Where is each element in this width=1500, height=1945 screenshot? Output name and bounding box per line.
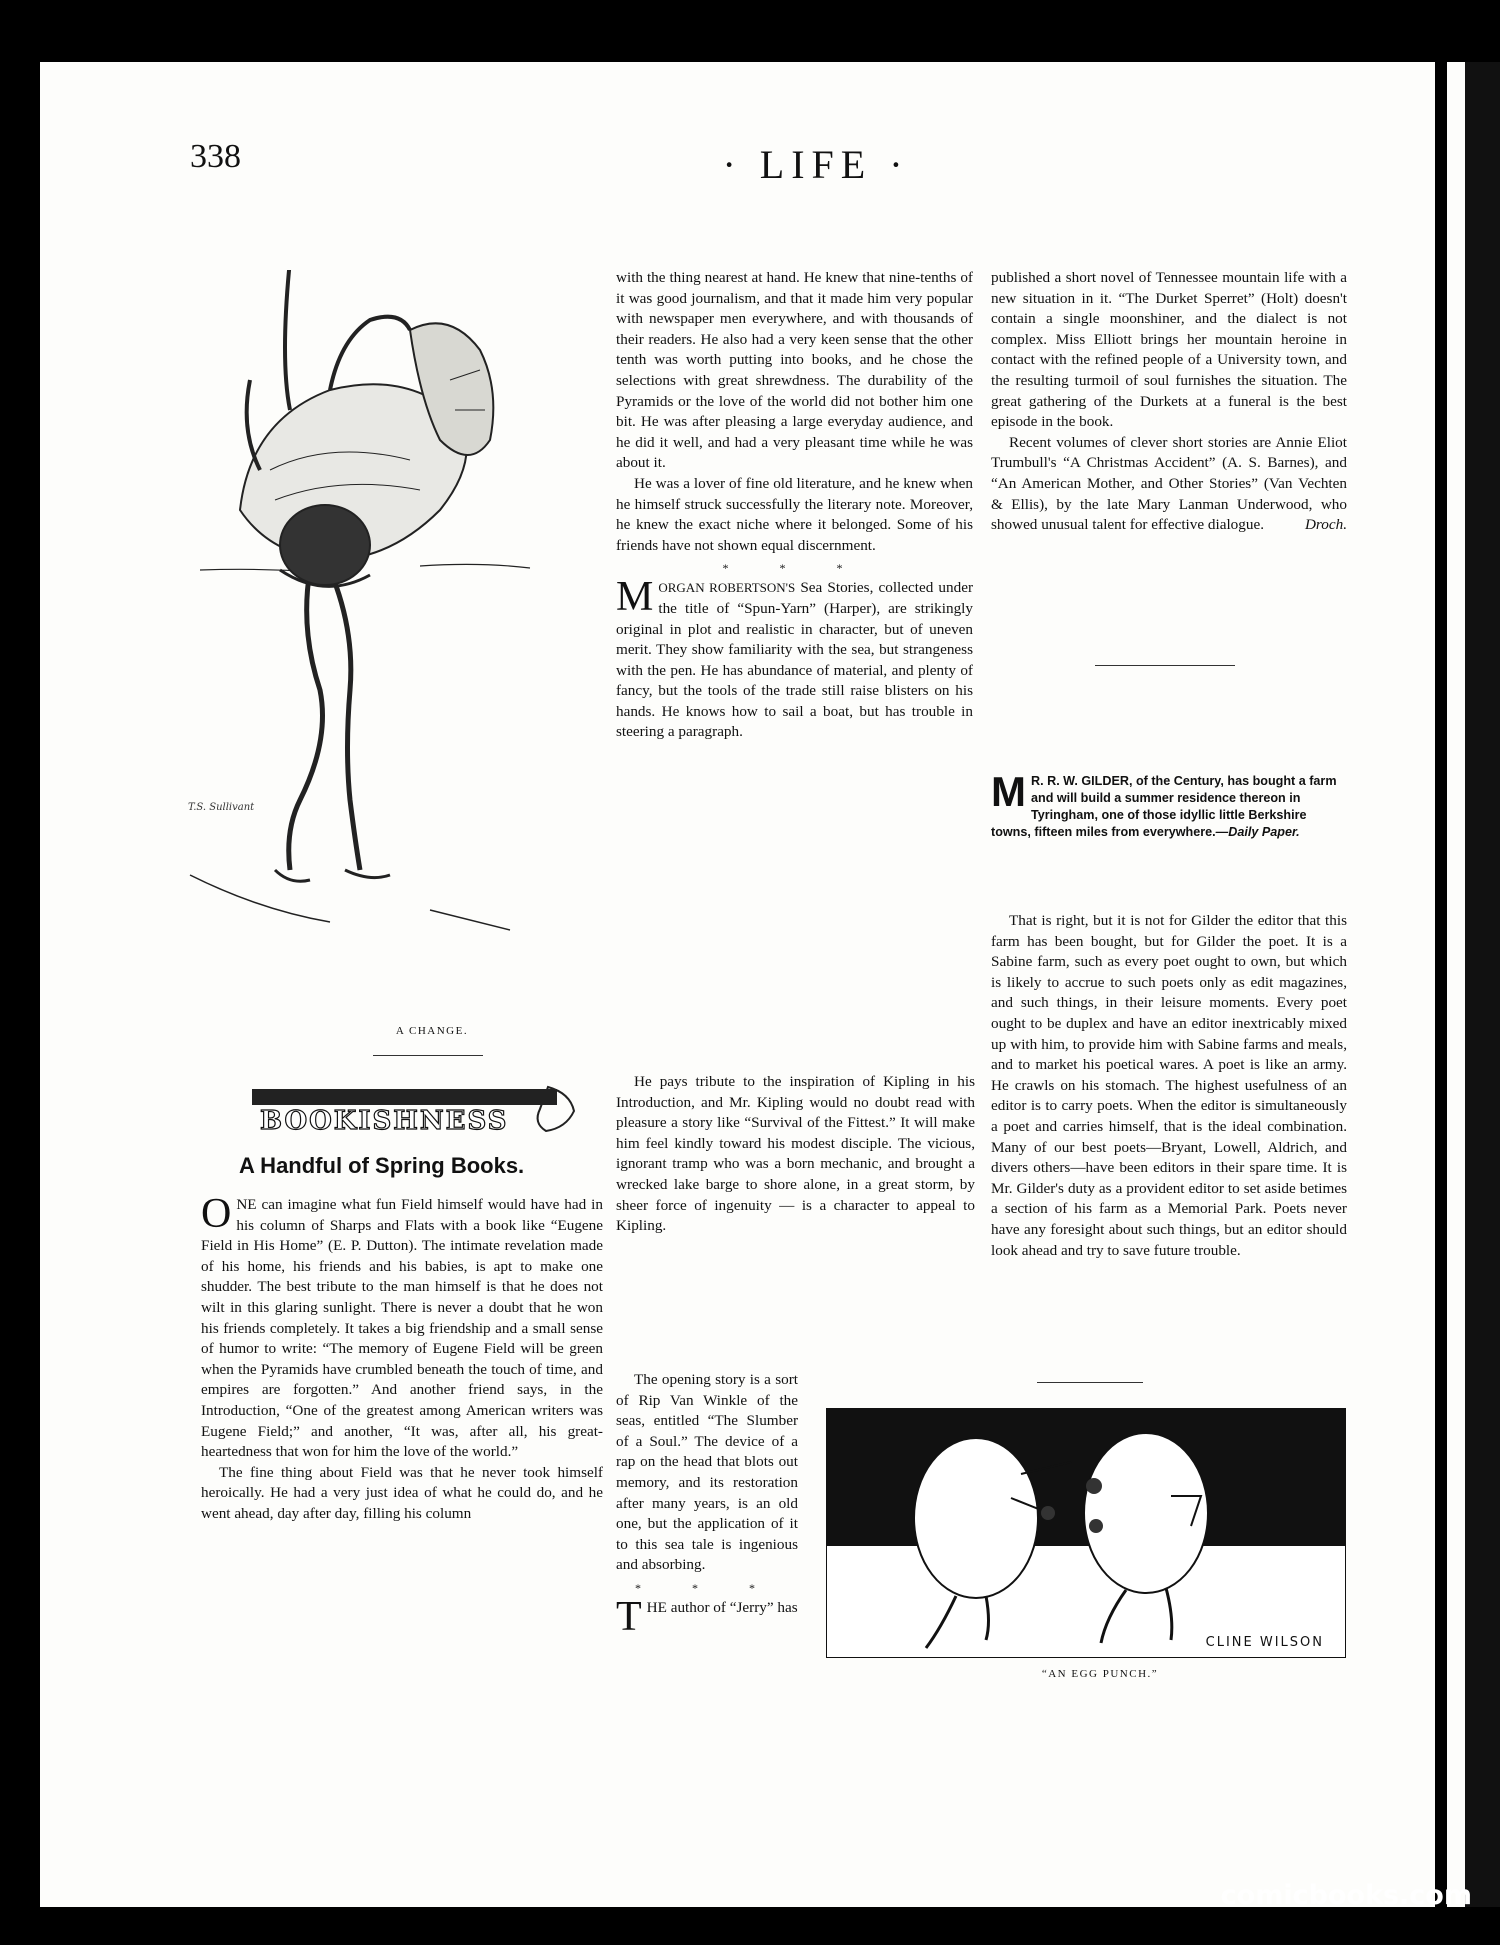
section-rule bbox=[1095, 665, 1235, 666]
paragraph-text: HE author of “Jerry” has bbox=[646, 1598, 798, 1616]
notice-text: R. R. W. GILDER, of the Century, has bought a farm and will build a summer residence thereon in Tyringham, one of those idyllic little Berkshire towns, fifteen miles from everywhere. bbox=[991, 774, 1337, 839]
paragraph: He pays tribute to the inspiration of Kipling in his Introduction, and Mr. Kipling would no doubt read with pleasure a story like “Survival of the Fittest.” It will make him feel kindly toward his modest disciple. The vicious, ignorant tramp who was a born mechanic, and brought a wrecked lake barge to shore alone, in a great storm, by sheer force of ingenuity — is a character to appeal to Kipling. bbox=[616, 1073, 975, 1235]
column-2-middle bbox=[616, 1072, 975, 1237]
magazine-title: · LIFE · bbox=[722, 142, 910, 187]
column-3-bottom bbox=[991, 911, 1347, 1261]
ornamental-banner-with-figures bbox=[248, 1083, 578, 1138]
column-2-bottom bbox=[616, 1370, 798, 1640]
page-number: 338 bbox=[190, 138, 241, 175]
adjacent-page-edge bbox=[1447, 62, 1500, 1907]
paragraph: The fine thing about Field was that he never took himself heroically. He had a very just idea of what he could do, and he went ahead, day after day, filling his column bbox=[201, 1463, 603, 1522]
drop-cap: T bbox=[616, 1593, 642, 1640]
small-caps-lead: ORGAN ROBERTSON'S bbox=[658, 580, 796, 596]
drop-cap: M bbox=[991, 768, 1026, 815]
paragraph: The opening story is a sort of Rip Van Winkle of the seas, entitled “The Slumber of a Soul.” The device of a rap on the head that blots out memory, and its restoration after many years, is an old one, but the application of it to this sea tale is ingenious and absorbing. bbox=[616, 1371, 798, 1574]
illustration-1-caption: A CHANGE. bbox=[395, 1025, 469, 1037]
boxing-eggs-cartoon bbox=[826, 1408, 1346, 1658]
department-title: BOOKISHNESS bbox=[260, 1106, 509, 1136]
column-3-top bbox=[991, 268, 1347, 536]
drop-cap: O bbox=[201, 1191, 232, 1237]
quoted-notice bbox=[991, 768, 1347, 841]
illustration-2-caption: “AN EGG PUNCH.” bbox=[1041, 1668, 1159, 1680]
caption-rule bbox=[373, 1055, 483, 1056]
paragraph-text: Recent volumes of clever short stories are Annie Eliot Trumbull's “A Christmas Accident” (A. S. Barnes), and “An American Mother, and Other Stories” (Van Vechten & Ellis), by the late Mary Lanman Underwood, who showed unusual talent for effective dialogue. bbox=[991, 433, 1347, 534]
paragraph bbox=[616, 574, 974, 743]
section-divider-stars: * * * bbox=[722, 561, 867, 576]
column-2-top bbox=[616, 268, 973, 743]
paragraph bbox=[616, 1593, 798, 1640]
source-watermark: comicbooks.com bbox=[1220, 1880, 1472, 1911]
paragraph bbox=[991, 433, 1347, 536]
notice-paragraph bbox=[991, 768, 1347, 841]
paragraph-text: Sea Stories, collected under the title of “Spun-Yarn” (Harper), are strikingly original in plot and realistic in character, but of uneven merit. They show familiarity with the sea, but strangeness with the pen. He has abundance of material, and plenty of fancy, but the tools of the trade still raise blisters on his hands. He knows how to sail a boat, but has trouble in steering a paragraph. bbox=[616, 579, 974, 741]
paragraph: He was a lover of fine old literature, and he knew when he himself struck successfully the literary note. Moreover, he knew the exact niche where it belonged. Some of his friends have not shown equal discernment. bbox=[616, 474, 973, 554]
drop-cap: M bbox=[616, 574, 654, 621]
horse-tumbling-over-man-drawing bbox=[180, 270, 550, 1015]
column-1 bbox=[201, 1191, 603, 1525]
paragraph: That is right, but it is not for Gilder the editor that this farm has been bought, but for Gilder the poet. It is a Sabine farm, such as every poet ought to own, but which is likely to accrue to such poets only as edit magazines, and such things, in their leisure moments. Every poet ought to be duplex and have an editor inextricably mixed up with him, to provide him with Sabine farms and meals, and to market his poetical wares. A poet is like an army. He crawls on his stomach. The highest usefulness of an editor is to carry poets. When the editor is simultaneously a poet and carries himself, that is the ideal combination. Many of our best poets—Bryant, Lowell, Aldrich, and divers others—have been editors in their spare time. It is Mr. Gilder's duty as a provident editor to set aside betimes a section of his farm as a Memorial Park. Poets never have any foresight about such things, but an editor should look ahead and try to save future trouble. bbox=[991, 912, 1347, 1259]
notice-source: —Daily Paper. bbox=[1215, 825, 1300, 839]
paragraph bbox=[201, 1191, 603, 1463]
article-headline: A Handful of Spring Books. bbox=[239, 1153, 525, 1178]
paragraph: published a short novel of Tennessee mountain life with a new situation in it. “The Durket Sperret” (Holt) doesn't contain a single moonshiner, and the dialect is not complex. Miss Elliott brings her mountain heroine in contact with the refined people of a University town, and the resulting turmoil of soul furnishes the situation. The great gathering of the Durkets at a funeral is the best episode in the book. bbox=[991, 269, 1347, 431]
section-rule bbox=[1037, 1382, 1143, 1383]
paragraph-text: NE can imagine what fun Field himself would have had in his column of Sharps and Flats with a book like “Eugene Field in His Home” (E. P. Dutton). The intimate revelation made of his home, his friends and his babies, is apt to make one shudder. The best tribute to the man himself is that he does not wilt in this glaring sunlight. There is never a doubt that he won his friends completely. It takes a big friendship and a small sense of humor to write: “The memory of Eugene Field will be green when the Pyramids have crumbled beneath the touch of time, and empires are forgotten.” And another friend says, in the Introduction, “One of the greatest among American writers was Eugene Field;” and another, “It was, after all, his great-heartedness that won for him the love of the world.” bbox=[201, 1196, 603, 1461]
illustration-2-signature: CLINE WILSON bbox=[1205, 1635, 1324, 1650]
section-divider-stars: * * * bbox=[635, 1580, 779, 1595]
author-signature: Droch. bbox=[1304, 516, 1347, 534]
paragraph: with the thing nearest at hand. He knew that nine-tenths of it was good journalism, and that it made him very popular with newspaper men everywhere, and with thousands of their readers. He also had a very keen sense that the other tenth was worth putting into books, and he chose the selections with great shrewdness. The durability of the Pyramids or the love of the world did not bother him one bit. He was after pleasing a large everyday audience, and he did it well, and had a very pleasant time while he was about it. bbox=[616, 269, 973, 472]
illustration-1-signature: T.S. Sullivant bbox=[188, 802, 255, 813]
